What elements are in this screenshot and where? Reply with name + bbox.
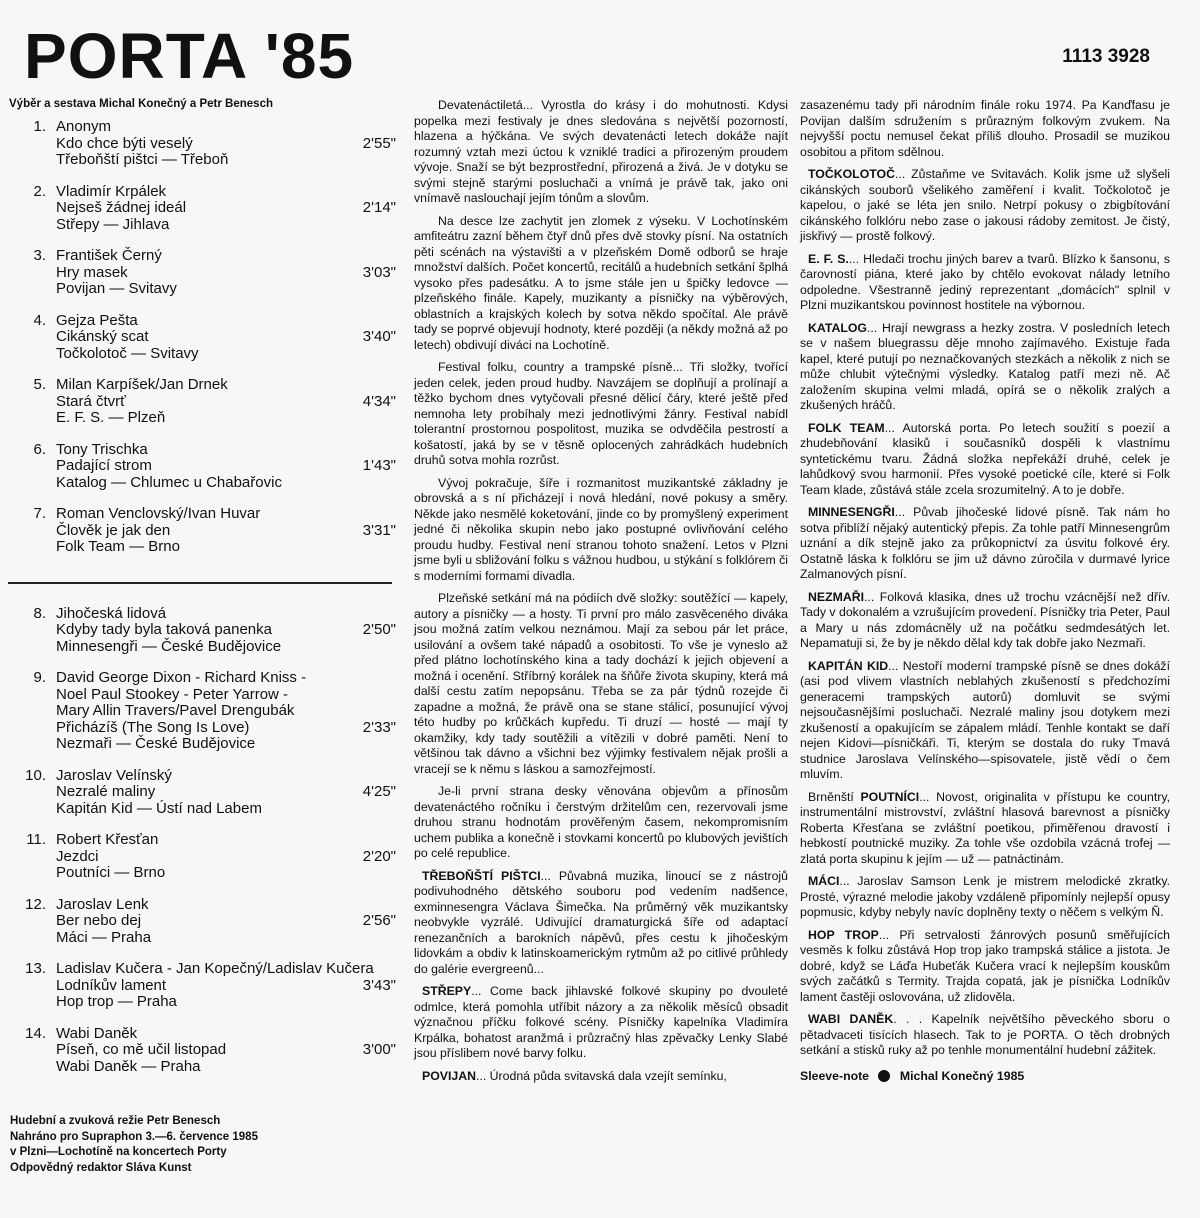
track-line: Střepy — Jihlava: [56, 215, 170, 233]
track-duration: 4'34": [362, 392, 396, 410]
track-info: [56, 377, 396, 427]
liner-paragraph: [414, 360, 788, 469]
section-heading: WABI DANĚK: [808, 1012, 894, 1026]
track-duration: 2'14": [362, 199, 396, 216]
track-line: Anonym: [56, 118, 112, 135]
liner-paragraph: [800, 1012, 1170, 1059]
track-line: Mary Allin Travers/Pavel Drengubák: [56, 702, 295, 719]
liner-notes-right-column: [800, 98, 1170, 1084]
track-duration: 3'31": [362, 521, 396, 539]
track-item: [20, 670, 396, 753]
track-item: [20, 248, 396, 298]
track-item: [20, 961, 396, 1011]
liner-paragraph: [414, 869, 788, 978]
track-line: Ladislav Kučera - Jan Kopečný/Ladislav Kučera: [56, 960, 374, 977]
track-info: [56, 184, 396, 234]
paragraph-text: ... Půvabná muzika, linoucí se z nástrojů podivuhodného dětského souboru pod vedením nadšence, exminnesengra Václava Šimečka. Na průměrný věk muzikantsky neobvykle vyzrálé. Udivující dramaturgická šíře od adaptací renezančních a barokních nápěvů, přes cestu k jihočeským lidovkám a obdiv k latinskoamerickým rytmům až po citlivé průhledy do galérie evergreenů...: [414, 868, 788, 976]
track-line: Padající strom: [56, 457, 152, 474]
section-heading: MÁCI: [808, 874, 840, 888]
track-number: 6.: [33, 440, 46, 458]
liner-paragraph: [414, 784, 788, 862]
track-line: Nezmaři — České Budějovice: [56, 735, 256, 752]
track-info: [56, 670, 396, 753]
track-number: 12.: [25, 895, 46, 913]
track-line: Hry masek: [56, 263, 128, 281]
track-info: [56, 1026, 396, 1076]
liner-paragraph: [414, 476, 788, 585]
track-line: Hop trop — Praha: [56, 993, 177, 1010]
credit-line: Hudební a zvuková režie Petr Benesch: [10, 1115, 221, 1127]
paragraph-prefix: Brněnští: [808, 789, 861, 804]
track-line: Nejseš žádnej ideál: [56, 199, 187, 216]
paragraph-text: ... Come back jihlavské folkové skupiny po dvouleté odmlce, která pomohla utříbit názory a za několik měsíců obsadit význačnou příčku folkové scény. Písničky kapelníka Vladimíra Krpálka, bohatost aranžmá i průzračný hlas zpěvačky Lenky Slabé jsou příslibem nové barvy folku.: [414, 984, 788, 1060]
paragraph-text: Vývoj pokračuje, šíře i rozmanitost muzikantské základny je obrovská a s ní přicházejí i nová hledání, nové pokusy a směry. Někde jako nesmělé koketování, jinde co by promyšlený experiment jedné či několika skupin nebo jako postupné ovlivňování celého proudu hudby. Festival není stranou tohoto snažení. Letos v Plzni jsme byli u sbližování folku s vážnou hudbou, u stýkání s folklórem či s moderními formami divadla.: [414, 475, 788, 583]
section-heading: KATALOG: [808, 320, 867, 335]
paragraph-text: ... Při setrvalosti žánrových posunů směřujících vesměs k folku zůstává Hop trop jako trampská stálice a jistota. Je dobré, když se Láďa Hubeťák Kučera vrací k nejlepším kouskům svých začátků s Termity. Trajda copatá, jak je písnička Lodníkův lament častěji oslovována, už zlidověla.: [800, 927, 1170, 1004]
track-item: [20, 897, 396, 947]
track-item: [20, 768, 396, 818]
liner-paragraph: [800, 590, 1170, 652]
track-number: 10.: [25, 766, 46, 784]
track-number: 13.: [25, 960, 46, 977]
track-line: Třeboňští pištci — Třeboň: [56, 151, 229, 168]
liner-paragraph: [800, 98, 1170, 160]
paragraph-text: ... Hledači trochu jiných barev a tvarů. Blízko k šansonu, s čarovností piána, které jako by chtělo evokovat nálady letního odpoledne. Všestranně jediný reprezentant „domácích" splnil v Plzni muzikantskou povinnost hostitele na výbornou.: [800, 251, 1170, 312]
track-number: 4.: [33, 311, 46, 329]
track-item: [20, 313, 396, 363]
track-line: Stará čtvrť: [56, 392, 126, 410]
paragraph-text: Plzeňské setkání má na pódiích dvě složky: soutěžící — kapely, autory a písničky — a hosty. Ti první pro málo zasvěceného diváka jsou možná zatím velkou neznámou. Mají za sebou pár let práce, usilování a ovšem také nápadů a osobitosti. To vše je vyneslo až před plátno lochotínského kina a tady dochází k jejich objevení a možná i ocenění. Stříbrný korálek na šňůře života skupiny, která má další cestu zatím nepopsánu. Třeba se za pár týdnů rozejde či zapadne a možná, že právě ona se stane stálicí, posunující vývoj této hudby po krůčkách kupředu. Ti druzí — hosté — mají ty okamžiky, kdy tady soutěžili a vítězili v dobré paměti. Není to většinou tak dávno a všichni bez výjimky festivalem nějak prošli a vracejí se k němu s láskou a samozřejmostí.: [414, 591, 788, 776]
track-line: Poutníci — Brno: [56, 864, 166, 881]
track-number: 14.: [25, 1024, 46, 1042]
track-line: Cikánský scat: [56, 328, 149, 345]
liner-paragraph: [800, 790, 1170, 868]
track-line: Přicházíš (The Song Is Love): [56, 718, 250, 736]
tracklist-side-b: [20, 606, 396, 1076]
track-line: Kdo chce býti veselý: [56, 134, 193, 152]
paragraph-text: Devatenáctiletá... Vyrostla do krásy i do mohutnosti. Kdysi popelka mezi festivaly je dnes sledována s největší pozorností, hlazena a hýčkána. Ve svých devatenácti letech dokáže najít rozumný vztah mezi úctou k vzniklé tradici a přirozeným proudem vývoje. Snaží se být bezprostřední, přirozená a živá. Je v dotyku se svými stejně starými posluchači a vnímá je právě tak, jako oni vnímavě naslouchají jejím tónům a slovům.: [414, 98, 788, 205]
track-item: [20, 606, 396, 656]
track-number: 5.: [33, 376, 46, 393]
paragraph-text: ... Půvab jihočeské lidové písně. Tak nám ho sotva přiblíží nějaký autentický přepis. Za tohle patří Minnesengrům uznání a dík stejně jako za průkopnictví za úsvitu folkové éry. Ostatně láska k folklóru se jim už dávno zúročila v durmavé lyrice Zalmanových písní.: [800, 505, 1170, 581]
tracklist: [20, 119, 396, 1090]
track-line: Wabi Daněk: [56, 1024, 138, 1042]
section-heading: TŘEBOŇŠTÍ PIŠTCI: [422, 868, 541, 883]
liner-paragraph: [414, 98, 788, 207]
track-line: Vladimír Krpálek: [56, 182, 167, 200]
track-line: Jihočeská lidová: [56, 604, 167, 622]
track-line: Robert Křesťan: [56, 831, 159, 848]
paragraph-text: ... Autorská porta. Po letech soužití s poezií a zhudebňování klasiků i současníků dospěli k vlastnímu syntetickému tvaru. Žádná složka nepřekáží druhé, celek je lahůdkový svou harmonií. Přes vysoké poetické cíle, které si Folk Team klade, zůstává stále zcela srozumitelný. A to je dobře.: [800, 420, 1170, 497]
track-line: Tony Trischka: [56, 440, 148, 458]
track-info: [56, 442, 396, 492]
section-heading: NEZMAŘI: [808, 589, 865, 604]
track-number: 3.: [33, 247, 46, 264]
track-line: Folk Team — Brno: [56, 538, 180, 555]
liner-paragraph: [800, 928, 1170, 1006]
track-line: David George Dixon - Richard Kniss -: [56, 669, 307, 686]
paragraph-text: ... Zůstaňme ve Svitavách. Kolik jsme už slyšeli cikánských souborů všelikého zaměření i kvalit. Točkolotoč je kapelou, o jaké se léta jen snilo. Netrpí pokusy o zbigbítování cikánského folklóru nebo zase o jakousi rádoby zemitost. Je čistý, jiskřivý — prostě folkový.: [800, 167, 1170, 243]
track-line: František Černý: [56, 247, 162, 264]
track-number: 11.: [26, 831, 46, 848]
track-duration: 3'40": [362, 328, 396, 345]
paragraph-text: Je-li první strana desky věnována objevům a přínosům devatenáctého ročníku i čerstvým držitelům cen, rezervovali jsme druhou stranu hodnotám prověřeným časem, nekompromisním uchem publika a konečně i stovkami koncertů po klubových jevištích po celé republice.: [414, 784, 788, 860]
track-duration: 2'56": [362, 912, 396, 929]
paragraph-text: ... Hrají newgrass a hezky zostra. V posledních letech se v našem bluegrassu děje mnoho zajímavého. Existuje řada kapel, které putují po neznačkovaných stezkách a několik z nich se může chlubit výtečnými výsledky. Katalog patří mezi ně. Ač založením skupina velmi mladá, opírá se o několik zralých a zkušených hráčů.: [800, 320, 1170, 412]
track-info: [56, 768, 396, 818]
liner-paragraph: [414, 591, 788, 777]
liner-paragraph: [800, 321, 1170, 414]
track-item: [20, 119, 396, 169]
track-number: 9.: [33, 669, 46, 686]
track-line: Kapitán Kid — Ústí nad Labem: [56, 799, 262, 817]
liner-paragraph: [800, 659, 1170, 783]
track-line: E. F. S. — Plzeň: [56, 409, 166, 426]
liner-paragraph: [414, 214, 788, 354]
track-line: Milan Karpíšek/Jan Drnek: [56, 376, 228, 393]
track-duration: 3'43": [362, 976, 396, 994]
track-item: [20, 442, 396, 492]
track-line: Katalog — Chlumec u Chabařovic: [56, 473, 282, 491]
track-line: Jaroslav Lenk: [56, 895, 149, 913]
album-title: PORTA '85: [24, 20, 355, 92]
liner-paragraph: [800, 874, 1170, 921]
credit-line: Nahráno pro Supraphon 3.—6. července 1985: [10, 1130, 258, 1143]
credit-line: Odpovědný redaktor Sláva Kunst: [10, 1161, 192, 1174]
track-line: Máci — Praha: [56, 928, 152, 946]
track-duration: 2'55": [362, 134, 396, 152]
liner-paragraph: [800, 252, 1170, 314]
production-credits: [10, 1114, 258, 1176]
track-number: 2.: [33, 182, 46, 200]
compilation-credit: Výběr a sestava Michal Konečný a Petr Benesch: [9, 98, 273, 110]
paragraph-text: ... Nestoří moderní trampské písně se dnes dokáží (asi pod vlivem vlastních neblahých zkušeností s předchozími generacemi trampských autorů) domluvit se svými nejsoučasnějšími posluchači. Nezralé maliny jsou dotykem mezi zkušeností a opakujícím se zápalem mládí. Tenhle kontakt se daří nejen Kidovi—písničkáři. Ti, kterým se dostala do ruky Tmavá studnice Jaroslava Velínského—spisovatele, jistě vědí o čem mluvím.: [800, 658, 1170, 781]
copyright-icon: [878, 1070, 890, 1082]
track-info: [56, 897, 396, 947]
track-info: [56, 961, 396, 1011]
paragraph-text: ... Jaroslav Samson Lenk je mistrem melodické zkratky. Prosté, výrazné melodie jakoby vzdáleně připomínly nejlepší opusy popmusic, kdyby nebyly navíc doplněny texty o něčem s velkým Ñ.: [800, 874, 1170, 919]
track-line: Píseň, co mě učil listopad: [56, 1041, 227, 1058]
liner-paragraph: [414, 1069, 788, 1085]
section-heading: FOLK TEAM: [808, 420, 885, 435]
paragraph-text: ... Úrodná půda svitavská dala vzejít semínku,: [476, 1068, 727, 1083]
track-line: Povijan — Svitavy: [56, 280, 177, 297]
track-info: [56, 506, 396, 556]
section-heading: STŘEPY: [422, 984, 472, 998]
track-duration: 4'25": [362, 783, 396, 800]
track-line: Gejza Pešta: [56, 311, 138, 329]
track-duration: 1'43": [362, 457, 396, 474]
track-item: [20, 377, 396, 427]
side-divider: [8, 582, 392, 584]
track-line: Noel Paul Stookey - Peter Yarrow -: [56, 685, 289, 703]
section-heading: POUTNÍCI: [860, 789, 920, 804]
track-info: [56, 606, 396, 656]
paragraph-text: Na desce lze zachytit jen zlomek z výseku. V Lochotínském amfiteátru zazní během čtyř dnů přes dvě stovky písní. Na ostatních pěti scénách na výstavišti a v plzeňském Domě odborů se hraje množství dalších. Počet koncertů, recitálů a hudebních setkání šplhá vysoko přes padesátku. A to jsme stále jen u špičky ledovce — plzeňského finále. Kapely, muzikanty a písničky na výběrových, oblastních a krajských kolech by sotva někdo spočítal. Ale právě tady se poprvé objevují hodnoty, které později (a někdy možná až po letech) obdivují diváci na Lochotíně.: [414, 213, 788, 352]
track-info: [56, 832, 396, 882]
paragraph-text: ... Folková klasika, dnes už trochu vzácnější než dřív. Tady v dokonalém a vzrušujícím provedení. Písničky tria Peter, Paul a Mary u nás zdomácněly už na počátku sedmdesátých let. Nepamatuji si, že by je někdo dělal kdy tak dobře jako Nezmaři.: [800, 589, 1170, 650]
sleeve-note-signature: [800, 1069, 1170, 1085]
track-duration: 3'03": [362, 263, 396, 281]
liner-paragraph: [414, 984, 788, 1062]
track-item: [20, 1026, 396, 1076]
liner-notes-middle-column: [414, 98, 788, 1091]
paragraph-text: Festival folku, country a trampské písně... Tři složky, tvořící jeden celek, jeden proud hudby. Navzájem se doplňují a prolínají a těžko bychom dnes vytyčovali přesné dělicí čáry, které ještě před nemnoha lety probíhaly mezi jednotlivými žánry. Festival nabídl tolerantní prostornou pospolitost, muzika se odvděčila pestrostí a košatostí, jaká by se v těsně oplocených zahrádkách hudebních druhů sotva mohla rozrůst.: [414, 360, 788, 467]
track-line: Jaroslav Velínský: [56, 766, 172, 784]
track-info: [56, 248, 396, 298]
paragraph-text: zasazenému tady při národním finále roku 1974. Pa Kanďfasu je Povijan dalším sdružením s průrazným folkovým zvukem. Na nejvyšší poctu nemusel čekat příliš dlouho. Prosadil se muzikou osobitou a přitom sdělnou.: [800, 98, 1170, 159]
track-line: Wabi Daněk — Praha: [56, 1057, 201, 1075]
section-heading: KAPITÁN KID: [808, 658, 889, 673]
section-heading: MINNESENGŘI: [808, 505, 895, 519]
sleeve-note-label: Sleeve-note: [800, 1068, 870, 1083]
section-heading: HOP TROP: [808, 927, 879, 942]
liner-paragraph: [800, 505, 1170, 583]
track-line: Roman Venclovský/Ivan Huvar: [56, 505, 261, 522]
catalog-number: 1113 3928: [1062, 46, 1150, 67]
track-item: [20, 506, 396, 556]
tracklist-side-a: [20, 119, 396, 556]
track-item: [20, 832, 396, 882]
liner-paragraph: [800, 167, 1170, 245]
track-duration: 2'33": [362, 718, 396, 736]
liner-paragraph: [800, 421, 1170, 499]
track-duration: 3'00": [362, 1041, 396, 1058]
credit-line: v Plzni—Lochotíně na koncertech Porty: [10, 1146, 227, 1158]
track-duration: 2'50": [362, 621, 396, 638]
track-line: Nezralé maliny: [56, 783, 156, 800]
track-line: Točkolotoč — Svitavy: [56, 344, 199, 362]
paragraph-text: . . . Kapelník největšího pěveckého sboru o pětadvaceti tisících hlasech. Tak to je PORTA. O těch drobných setkání a stisků ruky až po tenhle monumentální hudební zážitek.: [800, 1012, 1171, 1057]
section-heading: TOČKOLOTOČ: [808, 167, 895, 181]
track-number: 8.: [33, 604, 46, 622]
track-line: Kdyby tady byla taková panenka: [56, 621, 272, 638]
track-duration: 2'20": [362, 847, 396, 865]
section-heading: POVIJAN: [422, 1068, 476, 1083]
track-line: Ber nebo dej: [56, 912, 142, 929]
track-line: Člověk je jak den: [56, 521, 171, 539]
sleeve-note-author: Michal Konečný 1985: [899, 1068, 1025, 1083]
track-info: [56, 119, 396, 169]
track-line: Minnesengři — České Budějovice: [56, 637, 282, 655]
track-line: Lodníkův lament: [56, 976, 167, 994]
track-line: Jezdci: [56, 847, 99, 865]
track-info: [56, 313, 396, 363]
track-item: [20, 184, 396, 234]
track-number: 1.: [33, 118, 46, 135]
section-heading: E. F. S.: [808, 251, 849, 266]
paragraph-text: ... Novost, originalita v přístupu ke country, instrumentální mistrovství, zvláštní hlasová barevnost a písničky Roberta Křesťana se zvláštní poetikou, přiměřenou dravostí i hebkostí poutnické muziky. Za tohle vše ozdobila vzácná trofej — zlatá porta skupinu k jejím — už — patnáctinám.: [800, 789, 1170, 866]
track-number: 7.: [33, 505, 46, 522]
